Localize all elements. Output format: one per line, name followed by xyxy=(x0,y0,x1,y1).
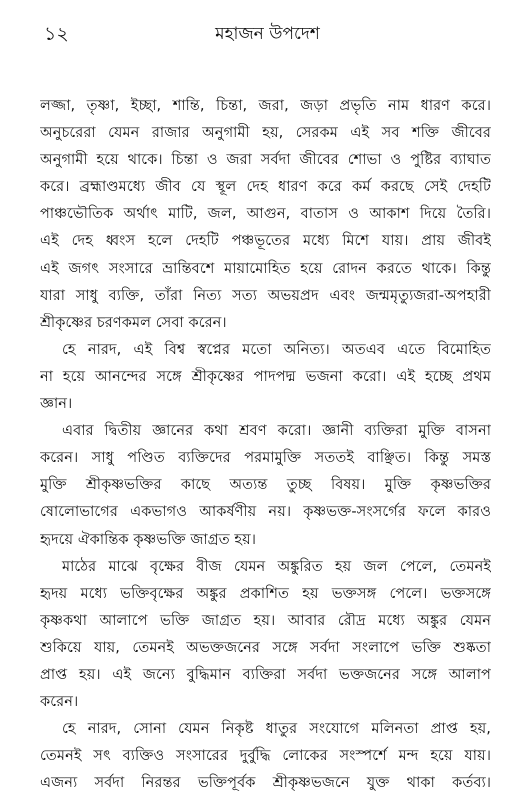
text-line: হে নারদ, সোনা যেমন নিকৃষ্ট ধাতুর সংযোগে মলিনতা প্রাপ্ত হয়, xyxy=(62,720,491,738)
text-line: শ্রীকৃষ্ণের চরণকমল সেবা করেন। xyxy=(40,313,227,331)
text-line: জ্ঞান। xyxy=(40,395,73,413)
text-line: অনুগামী হয়ে থাকে। চিন্তা ও জরা সর্বদা জীবের শোভা ও পুষ্টির ব্যাঘাত xyxy=(40,151,491,169)
text-line: কৃষ্ণকথা আলাপে ভক্তি জাগ্রত হয়। আবার রৌদ্র মধ্যে অঙ্কুর যেমন xyxy=(40,611,491,629)
page-number: ১২ xyxy=(44,23,69,45)
text-line: এজন্য সর্বদা নিরন্তর ভক্তিপূর্বক শ্রীকৃষ্ণভজনে যুক্ত থাকা কর্তব্য। xyxy=(40,774,491,792)
text-line: মুক্তি শ্রীকৃষ্ণভক্তির কাছে অত্যন্ত তুচ্ছ বিষয়। মুক্তি কৃষ্ণভক্তির xyxy=(40,476,491,494)
text-line: এই দেহ ধ্বংস হলে দেহটি পঞ্চভূতের মধ্যে মিশে যায়। প্রায় জীবই xyxy=(40,232,491,250)
text-line: করে। ব্রহ্মাণ্ডমধ্যে জীব যে স্থূল দেহ ধারণ করে কর্ম করছে সেই দেহটি xyxy=(40,178,491,196)
text-line: অনুচরেরা যেমন রাজার অনুগামী হয়, সেরকম এই সব শক্তি জীবের xyxy=(40,124,491,142)
text-line: যারা সাধু ব্যক্তি, তাঁরা নিত্য সত্য অভয়প্রদ এবং জন্মমৃত্যুজরা-অপহারী xyxy=(40,286,491,304)
text-line: ষোলোভাগের একভাগও আকর্ষণীয় নয়। কৃষ্ণভক্ত-সংসর্গের ফলে কারও xyxy=(40,503,491,521)
text-line: এবার দ্বিতীয় জ্ঞানের কথা শ্রবণ করো। জ্ঞানী ব্যক্তিরা মুক্তি বাসনা xyxy=(62,422,491,440)
text-line: হৃদয়ে ঐকান্তিক কৃষ্ণভক্তি জাগ্রত হয়। xyxy=(40,530,257,548)
text-line: হৃদয় মধ্যে ভক্তিবৃক্ষের অঙ্কুর প্রকাশিত হয় ভক্তসঙ্গ পেলে। ভক্তসঙ্গে xyxy=(40,584,491,602)
text-line: করেন। সাধু পণ্ডিত ব্যক্তিদের পরমামুক্তি সততই বাঞ্ছিত। কিন্তু সমস্ত xyxy=(40,449,491,467)
text-line: তেমনই সৎ ব্যক্তিও সংসারের দুর্বুদ্ধি লোকের সংস্পর্শে মন্দ হয়ে যায়। xyxy=(40,747,491,765)
text-line: লজ্জা, তৃষ্ণা, ইচ্ছা, শান্তি, চিন্তা, জরা, জড়া প্রভৃতি নাম ধারণ করে। xyxy=(40,97,491,114)
running-title: মহাজন উপদেশ xyxy=(215,24,320,44)
text-line: না হয়ে আনন্দের সঙ্গে শ্রীকৃষ্ণের পাদপদ্ম ভজনা করো। এই হচ্ছে প্রথম xyxy=(40,367,491,385)
text-line: হে নারদ, এই বিশ্ব স্বপ্নের মতো অনিত্য। অতএব এতে বিমোহিত xyxy=(62,340,491,358)
body-text xyxy=(40,92,491,796)
text-line: মাঠের মাঝে বৃক্ষের বীজ যেমন অঙ্কুরিত হয় জল পেলে, তেমনই xyxy=(62,557,491,575)
text-line: করেন। xyxy=(40,693,79,711)
text-line: এই জগৎ সংসারে ভ্রান্তিবশে মায়ামোহিত হয়ে রোদন করতে থাকে। কিন্তু xyxy=(40,259,491,277)
text-line: প্রাপ্ত হয়। এই জন্যে বুদ্ধিমান ব্যক্তিরা সর্বদা ভক্তজনের সঙ্গে আলাপ xyxy=(40,665,491,683)
text-line: শুকিয়ে যায়, তেমনই অভক্তজনের সঙ্গে সর্বদা সংলাপে ভক্তি শুষ্কতা xyxy=(40,638,491,656)
page-header xyxy=(44,18,491,50)
text-line: পাঞ্চভৌতিক অর্থাৎ মাটি, জল, আগুন, বাতাস ও আকাশ দিয়ে তৈরি। xyxy=(40,205,491,223)
